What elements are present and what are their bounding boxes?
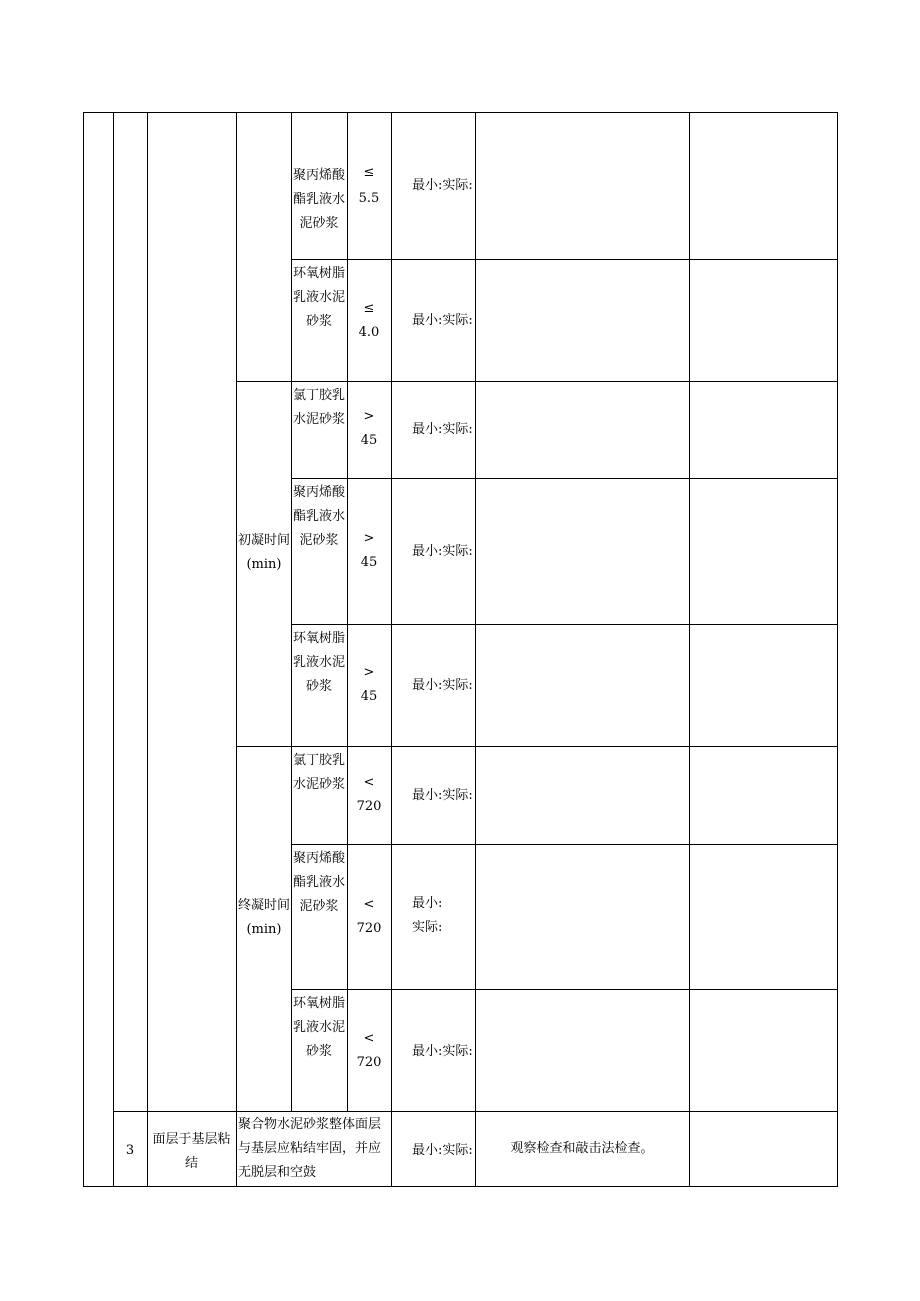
standard-operator: > [363,409,375,424]
table-horizontal-rule [291,989,838,990]
standard-number: 5.5 [358,191,380,206]
measured-value-cell [412,892,474,940]
inspection-method: 观察检查和敲击法检查。 [510,1141,654,1156]
standard-operator: ≤ [363,165,375,180]
standard-value-cell [348,661,390,709]
standard-operator: > [363,531,375,546]
measured-value-cell: 最小:实际: [412,1044,473,1059]
table-vertical-rule [689,112,690,1187]
table-vertical-rule [113,112,114,1187]
table-horizontal-rule [236,746,838,747]
standard-number: 45 [360,555,378,570]
table-vertical-rule [147,112,148,1187]
table-horizontal-rule [291,624,838,625]
standard-number: 720 [356,1055,382,1070]
standard-operator: < [363,775,375,790]
mortar-type-cell: 聚丙烯酸酯乳液水泥砂浆 [292,485,345,548]
mortar-type-cell: 聚丙烯酸酯乳液水泥砂浆 [292,168,345,231]
table-horizontal-rule [236,381,838,382]
item-requirement: 聚合物水泥砂浆整体面层与基层应粘结牢固，并应无脱层和空鼓 [238,1117,382,1180]
standard-number: 720 [356,921,382,936]
standard-operator: > [363,665,375,680]
table-horizontal-rule [291,844,838,845]
table-horizontal-rule [83,112,838,113]
standard-value-cell [348,405,390,453]
mortar-type-cell: 环氧树脂乳液水泥砂浆 [292,631,345,694]
table-vertical-rule [236,112,237,1187]
table-vertical-rule [837,112,838,1187]
standard-value-cell [348,297,390,345]
initial-set-time-label: 初凝时间(min) [238,533,291,572]
standard-value-cell [348,893,390,941]
measured-actual-label: 实际: [412,920,443,935]
table-horizontal-rule [83,1186,838,1187]
table-horizontal-rule [291,478,838,479]
standard-number: 720 [356,799,382,814]
standard-value-cell [348,1027,390,1075]
table-horizontal-rule [291,259,838,260]
table-vertical-rule [83,112,84,1187]
standard-number: 45 [360,689,378,704]
measured-value-cell: 最小:实际: [412,422,473,437]
standard-value-cell [348,527,390,575]
measured-value-cell: 最小:实际: [412,1143,473,1158]
standard-operator: < [363,897,375,912]
table-vertical-rule [475,112,476,1187]
mortar-type-cell: 氯丁胶乳水泥砂浆 [292,388,345,427]
item-name: 面层于基层粘结 [152,1132,231,1171]
standard-number: 4.0 [358,325,380,340]
table-vertical-rule [391,112,392,1187]
mortar-type-cell: 聚丙烯酸酯乳液水泥砂浆 [292,851,345,914]
measured-value-cell: 最小:实际: [412,313,473,328]
mortar-type-cell: 氯丁胶乳水泥砂浆 [292,753,345,792]
measured-value-cell: 最小:实际: [412,788,473,803]
final-set-time-label: 终凝时间(min) [238,898,291,937]
standard-number: 45 [360,433,378,448]
mortar-type-cell: 环氧树脂乳液水泥砂浆 [292,996,345,1059]
mortar-type-cell: 环氧树脂乳液水泥砂浆 [292,266,345,329]
standard-value-cell [348,160,390,212]
item-number: 3 [125,1143,135,1158]
measured-min-label: 最小: [412,896,443,911]
standard-value-cell [348,771,390,819]
measured-value-cell: 最小:实际: [412,178,473,193]
measured-value-cell: 最小:实际: [412,678,473,693]
table-vertical-rule [347,112,348,1112]
measured-value-cell: 最小:实际: [412,544,473,559]
standard-operator: ≤ [363,301,375,316]
standard-operator: < [363,1031,375,1046]
